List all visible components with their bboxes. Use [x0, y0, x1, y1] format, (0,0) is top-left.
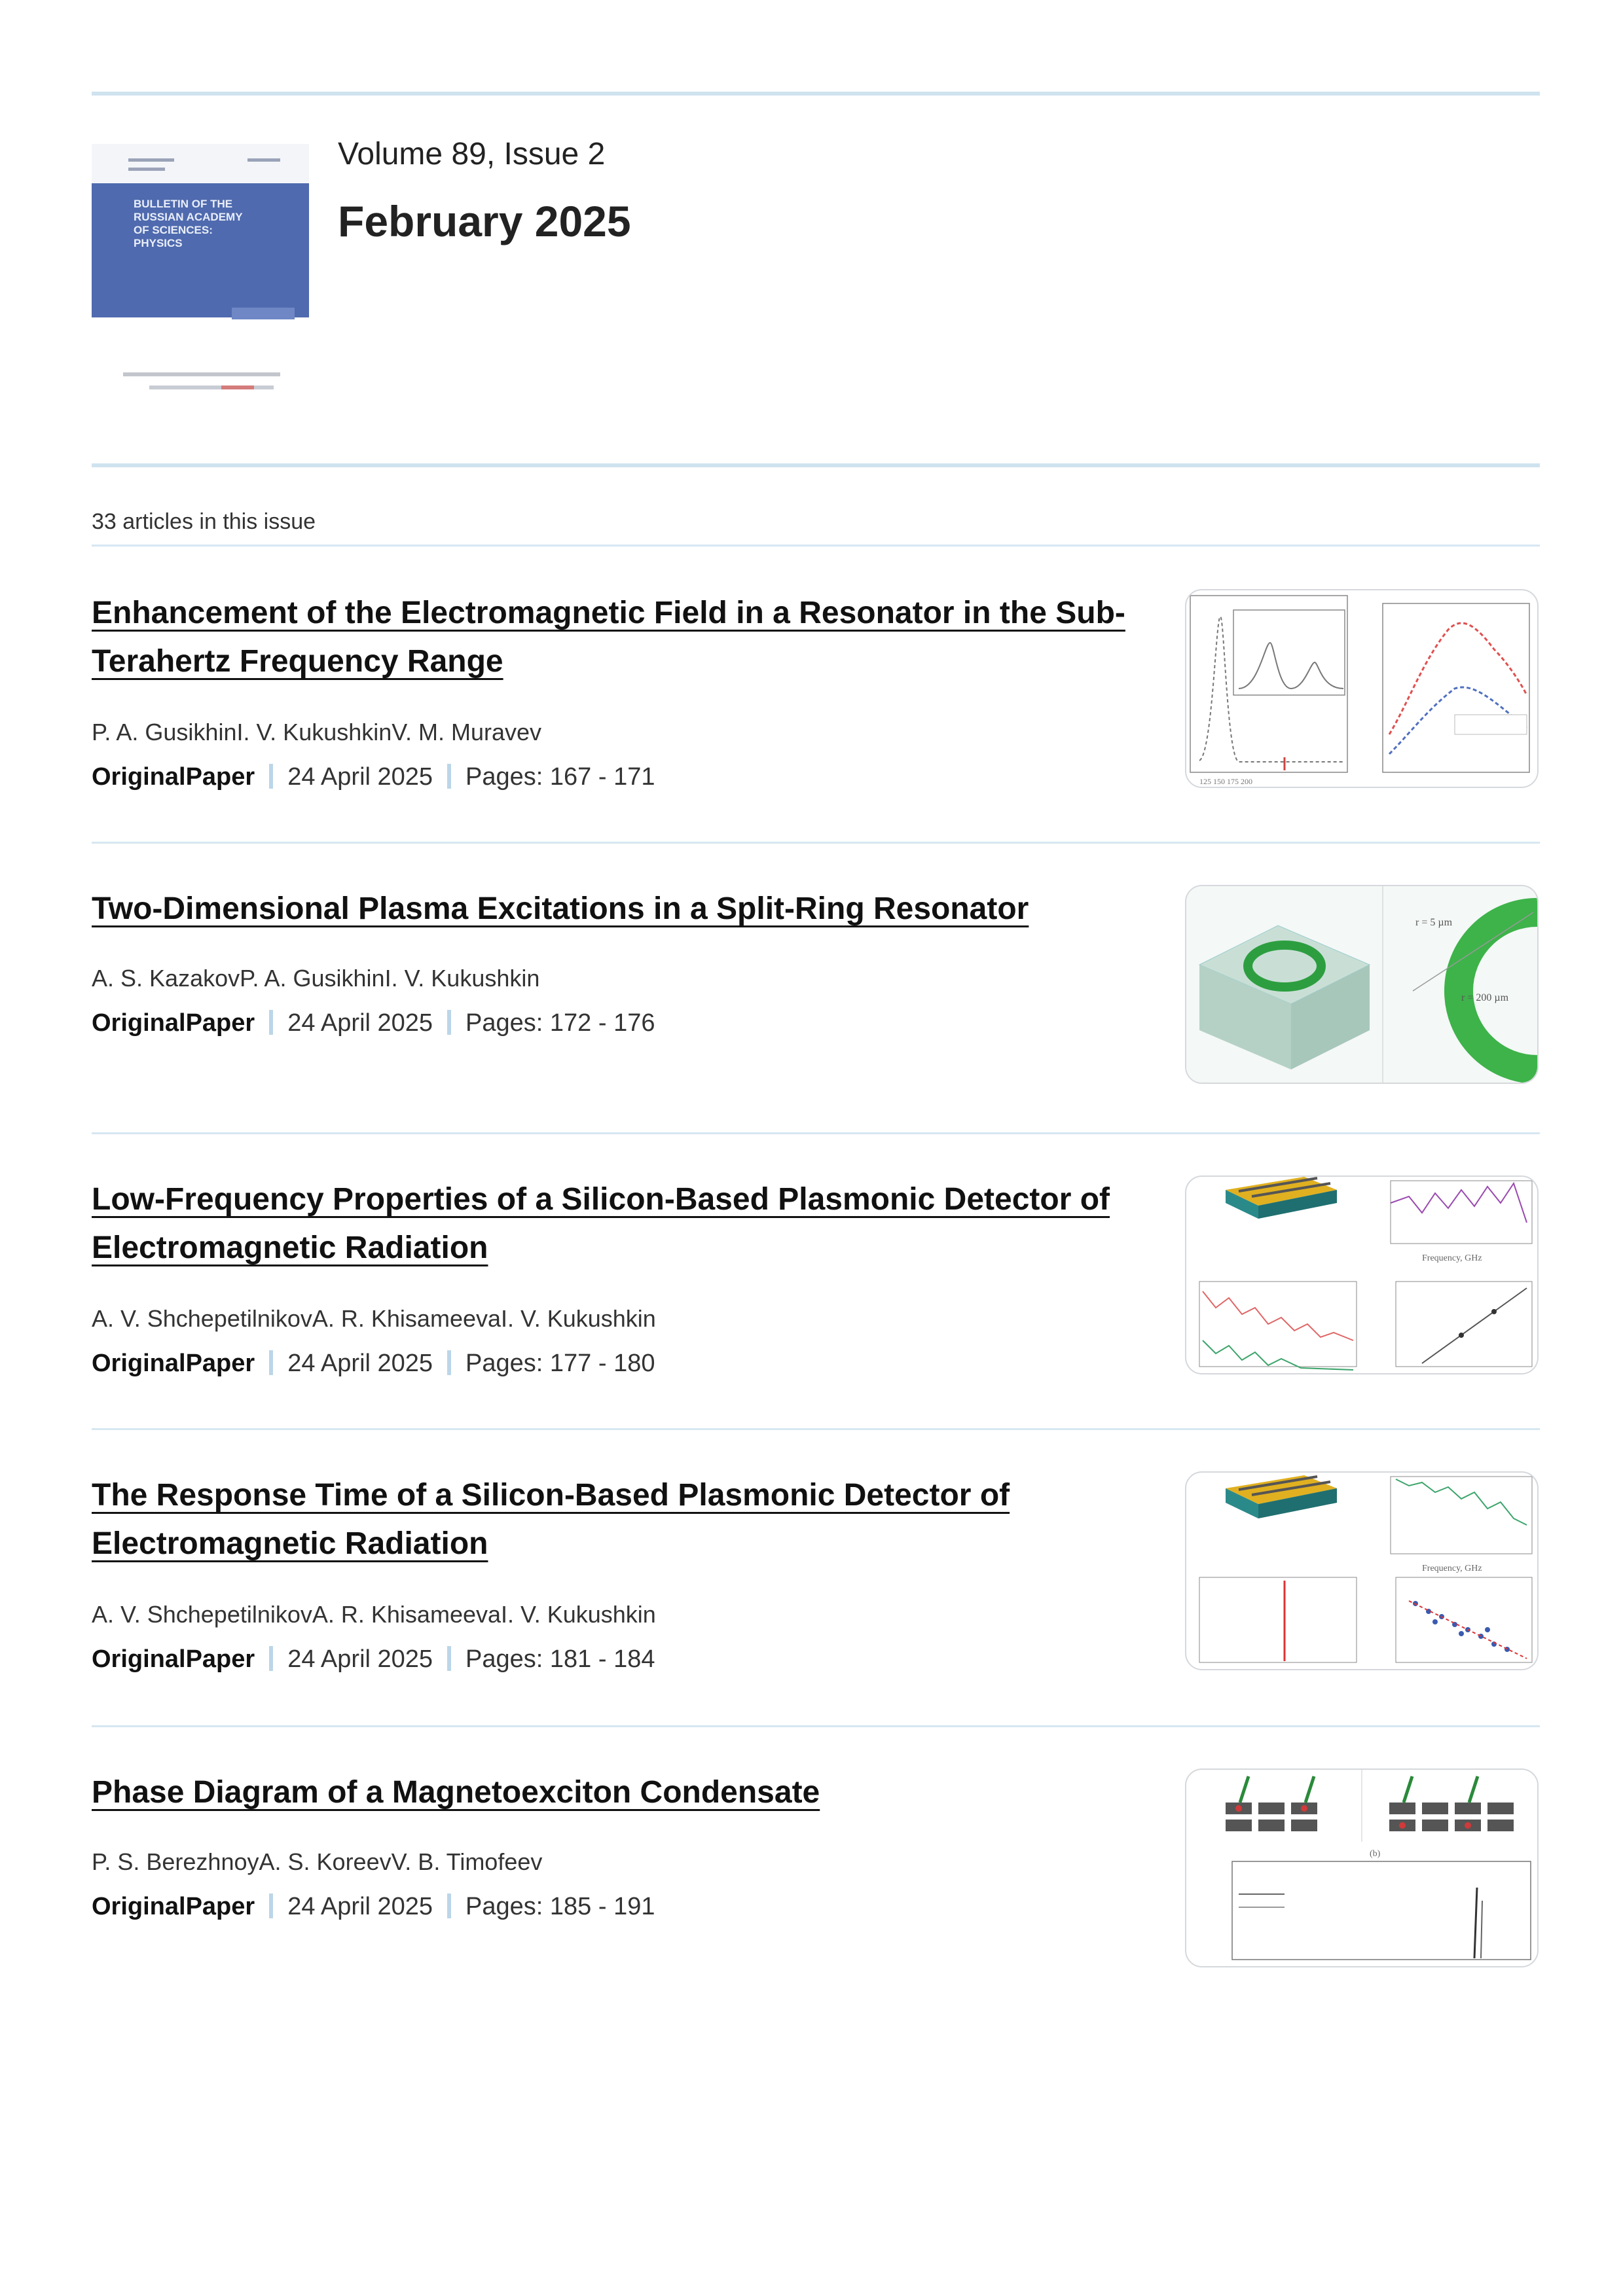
meta-separator	[447, 1350, 451, 1375]
svg-text:125 150 175 200: 125 150 175 200	[1199, 777, 1252, 786]
article-title-link[interactable]: Low-Frequency Properties of a Silicon-Based Plasmonic Detector of Electromagnetic Radiation	[92, 1182, 1110, 1265]
article-date: 24 April 2025	[287, 763, 433, 791]
article-title	[92, 1768, 1139, 1817]
publisher-logo	[123, 370, 280, 396]
article-type: OriginalPaper	[92, 1350, 255, 1377]
article-title-link[interactable]: The Response Time of a Silicon-Based Plasmonic Detector of Electromagnetic Radiation	[92, 1478, 1010, 1561]
article-meta	[92, 1645, 655, 1674]
meta-separator	[269, 764, 273, 789]
svg-text:Frequency, GHz: Frequency, GHz	[1422, 1253, 1482, 1263]
article-title-link[interactable]: Enhancement of the Electromagnetic Field in a Resonator in the Sub-Terahertz Frequency Range	[92, 596, 1125, 679]
article-date: 24 April 2025	[287, 1350, 433, 1377]
svg-text:r = 200 µm: r = 200 µm	[1461, 992, 1509, 1003]
article-date: 24 April 2025	[287, 1893, 433, 1920]
article-thumbnail[interactable]	[1185, 1175, 1539, 1374]
article-thumbnail[interactable]	[1185, 885, 1539, 1084]
thumbnail-graphic	[1186, 886, 1537, 1083]
meta-separator	[269, 1646, 273, 1671]
article-title-link[interactable]: Phase Diagram of a Magnetoexciton Condensate	[92, 1775, 820, 1810]
header-divider	[92, 463, 1540, 467]
meta-separator	[447, 1893, 451, 1918]
article-pages: Pages: 167 - 171	[465, 763, 655, 791]
volume-issue: Volume 89, Issue 2	[338, 137, 606, 171]
article-authors: P. S. BerezhnoyA. S. KoreevV. B. Timofeev	[92, 1848, 543, 1875]
article-thumbnail[interactable]	[1185, 1471, 1539, 1670]
article-type: OriginalPaper	[92, 763, 255, 791]
article-divider	[92, 842, 1540, 844]
meta-separator	[269, 1893, 273, 1918]
svg-text:(b): (b)	[1370, 1849, 1381, 1859]
articles-count: 33 articles in this issue	[92, 509, 316, 534]
svg-text:Frequency, GHz: Frequency, GHz	[1422, 1564, 1482, 1573]
meta-separator	[447, 1646, 451, 1671]
article-pages: Pages: 185 - 191	[465, 1893, 655, 1920]
article-authors: A. S. KazakovP. A. GusikhinI. V. Kukushkin	[92, 965, 540, 992]
article-thumbnail[interactable]	[1185, 589, 1539, 788]
article-title	[92, 1175, 1139, 1272]
cover-title: BULLETIN OF THE RUSSIAN ACADEMY OF SCIENCES: PHYSICS	[134, 198, 243, 249]
article-authors: A. V. ShchepetilnikovA. R. KhisameevaI. V. Kukushkin	[92, 1305, 656, 1332]
article-divider	[92, 1132, 1540, 1134]
thumbnail-graphic	[1186, 1177, 1537, 1373]
thumbnail-graphic	[1186, 590, 1537, 787]
article-pages: Pages: 181 - 184	[465, 1645, 655, 1673]
article-type: OriginalPaper	[92, 1645, 255, 1673]
article-meta	[92, 1009, 655, 1037]
thumbnail-graphic	[1186, 1770, 1537, 1966]
article-authors: A. V. ShchepetilnikovA. R. KhisameevaI. V. Kukushkin	[92, 1601, 656, 1628]
article-pages: Pages: 177 - 180	[465, 1350, 655, 1377]
cover-header-strip	[92, 144, 309, 183]
article-type: OriginalPaper	[92, 1893, 255, 1920]
article-title-link[interactable]: Two-Dimensional Plasma Excitations in a Split-Ring Resonator	[92, 891, 1029, 926]
article-type: OriginalPaper	[92, 1009, 255, 1037]
article-date: 24 April 2025	[287, 1009, 433, 1037]
meta-separator	[269, 1350, 273, 1375]
svg-text:r = 5 µm: r = 5 µm	[1415, 917, 1453, 928]
meta-separator	[447, 1010, 451, 1035]
article-thumbnail[interactable]	[1185, 1768, 1539, 1967]
thumbnail-graphic	[1186, 1473, 1537, 1669]
article-meta	[92, 1893, 655, 1921]
article-title	[92, 885, 1139, 933]
meta-separator	[269, 1010, 273, 1035]
top-rule	[92, 92, 1540, 96]
article-meta	[92, 1350, 655, 1378]
count-divider	[92, 545, 1540, 547]
meta-separator	[447, 764, 451, 789]
cover-sticker	[232, 308, 295, 319]
article-divider	[92, 1725, 1540, 1727]
journal-cover-image[interactable]	[92, 144, 309, 419]
issue-date: February 2025	[338, 197, 631, 245]
article-divider	[92, 1428, 1540, 1430]
article-meta	[92, 763, 655, 791]
article-date: 24 April 2025	[287, 1645, 433, 1673]
article-title	[92, 1471, 1139, 1568]
article-pages: Pages: 172 - 176	[465, 1009, 655, 1037]
article-title	[92, 589, 1139, 686]
article-authors: P. A. GusikhinI. V. KukushkinV. M. Muravev	[92, 719, 542, 745]
